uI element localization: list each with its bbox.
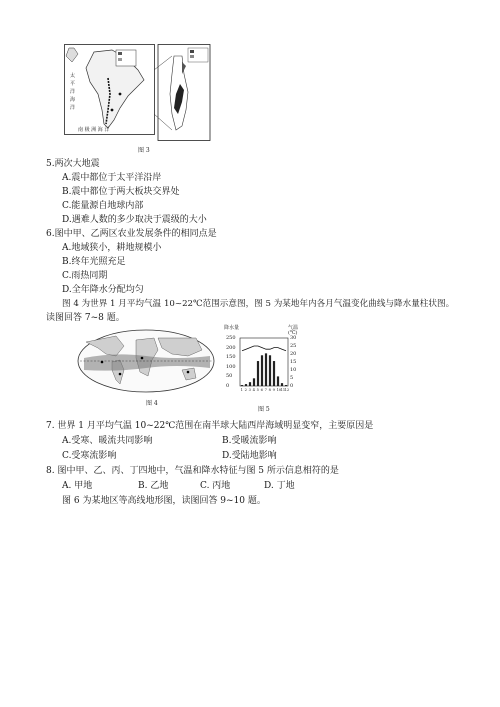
month-tick: 6: [260, 388, 263, 392]
month-tick: 7: [264, 388, 267, 392]
right-axis-tick: 15: [290, 359, 297, 365]
right-axis-tick: 30: [290, 335, 297, 341]
map-bottom-label: 南 极 洲 海 洋: [78, 127, 110, 133]
question-7-option-c: C.受寒流影响: [62, 451, 117, 461]
map-ocean-label-0: 太: [70, 73, 76, 79]
right-axis-tick: 0: [290, 383, 294, 389]
figure-4-5-intro-line-2: 读图回答 7~8 题。: [46, 313, 125, 323]
precipitation-bar: [265, 353, 267, 386]
map-ocean-label-1: 平: [70, 81, 76, 87]
question-8-option-d: D. 丁地: [264, 481, 295, 491]
figure-3-map: [64, 44, 224, 142]
figure-6-intro: 图 6 为某地区等高线地形图，读图回答 9~10 题。: [62, 496, 266, 506]
map-ocean-label-3: 海: [70, 97, 76, 103]
figure-5-caption: 图 5: [258, 406, 270, 413]
question-5-option-d: D.遇难人数的多少取决于震级的大小: [62, 215, 207, 225]
right-axis-tick: 25: [290, 343, 297, 349]
left-axis-tick: 0: [226, 383, 230, 389]
question-5-option-c: C.能量源自地球内部: [62, 201, 144, 211]
precipitation-bar: [253, 378, 255, 386]
question-7-option-d: D.受陆地影响: [222, 451, 277, 461]
precipitation-bar: [261, 355, 263, 386]
map-ocean-label-4: 洋: [70, 105, 76, 111]
left-axis-tick: 100: [226, 363, 236, 370]
question-5-option-b: B.震中都位于两大板块交界处: [62, 187, 180, 197]
figure-4-world-map: [76, 328, 216, 394]
question-6-stem: 6.图中甲、乙两区农业发展条件的相同点是: [46, 229, 217, 239]
month-tick: 5: [256, 388, 259, 392]
month-tick: 12: [284, 388, 290, 392]
precipitation-bar: [273, 361, 275, 386]
question-8-option-b: B. 乙地: [138, 481, 169, 491]
right-axis-title: 气温: [288, 325, 299, 331]
precipitation-bar: [277, 376, 279, 386]
question-8-stem: 8. 图中甲、乙、丙、丁四地中，气温和降水特征与图 5 所示信息相符的是: [46, 466, 339, 476]
figure-4-caption: 图 4: [146, 400, 158, 407]
left-axis-title: 降水量: [224, 325, 240, 331]
month-tick: 2: [244, 388, 247, 392]
figure-4-5-intro-line-1: 图 4 为世界 1 月平均气温 10~22℃范围示意图，图 5 为某地年内各月气温变化曲线与降水量柱状图。: [62, 299, 455, 309]
month-tick: 3: [248, 388, 251, 392]
right-axis-tick: 20: [290, 351, 297, 357]
question-5-option-a: A.震中都位于太平洋沿岸: [62, 173, 162, 183]
month-tick: 11: [280, 388, 286, 392]
precipitation-bar: [269, 355, 271, 386]
question-6-option-b: B.终年光照充足: [62, 257, 126, 267]
question-6-option-d: D.全年降水分配均匀: [62, 285, 144, 295]
left-axis-tick: 200: [226, 344, 236, 351]
precipitation-bar: [241, 385, 243, 386]
left-axis-tick: 250: [226, 335, 236, 341]
question-7-option-b: B.受暖流影响: [222, 436, 277, 446]
question-7-option-a: A.受寒、暖流共同影响: [62, 436, 153, 446]
map-ocean-label-2: 洋: [70, 89, 76, 95]
precipitation-bar: [257, 361, 259, 386]
figure-3-caption: 图 3: [138, 147, 150, 154]
figure-5-climate-chart: [222, 324, 304, 402]
question-8-option-a: A. 甲地: [62, 481, 93, 491]
month-tick: 8: [268, 388, 271, 392]
right-axis-unit: (℃): [288, 330, 298, 336]
left-axis-tick: 50: [226, 373, 233, 380]
world-temperature-map-graphic: [76, 328, 216, 394]
question-5-stem: 5.两次大地震: [46, 159, 100, 169]
month-tick: 10: [276, 388, 282, 392]
right-axis-tick: 10: [290, 367, 297, 373]
question-8-option-c: C. 丙地: [200, 481, 231, 491]
right-axis-tick: 5: [290, 375, 294, 381]
question-7-stem: 7. 世界 1 月平均气温 10~22℃范围在南半球大陆西岸海域明显变窄，主要原因是: [46, 421, 374, 431]
precipitation-bar: [285, 385, 287, 386]
precipitation-bar: [281, 383, 283, 386]
precipitation-bar: [249, 382, 251, 386]
left-axis-tick: 150: [226, 354, 236, 361]
month-tick: 4: [252, 388, 255, 392]
question-6-option-c: C.雨热同期: [62, 271, 108, 281]
month-tick: 9: [272, 388, 275, 392]
month-tick: 1: [240, 388, 243, 392]
question-6-option-a: A.地域狭小，耕地规模小: [62, 243, 162, 253]
precipitation-bar: [245, 384, 247, 386]
